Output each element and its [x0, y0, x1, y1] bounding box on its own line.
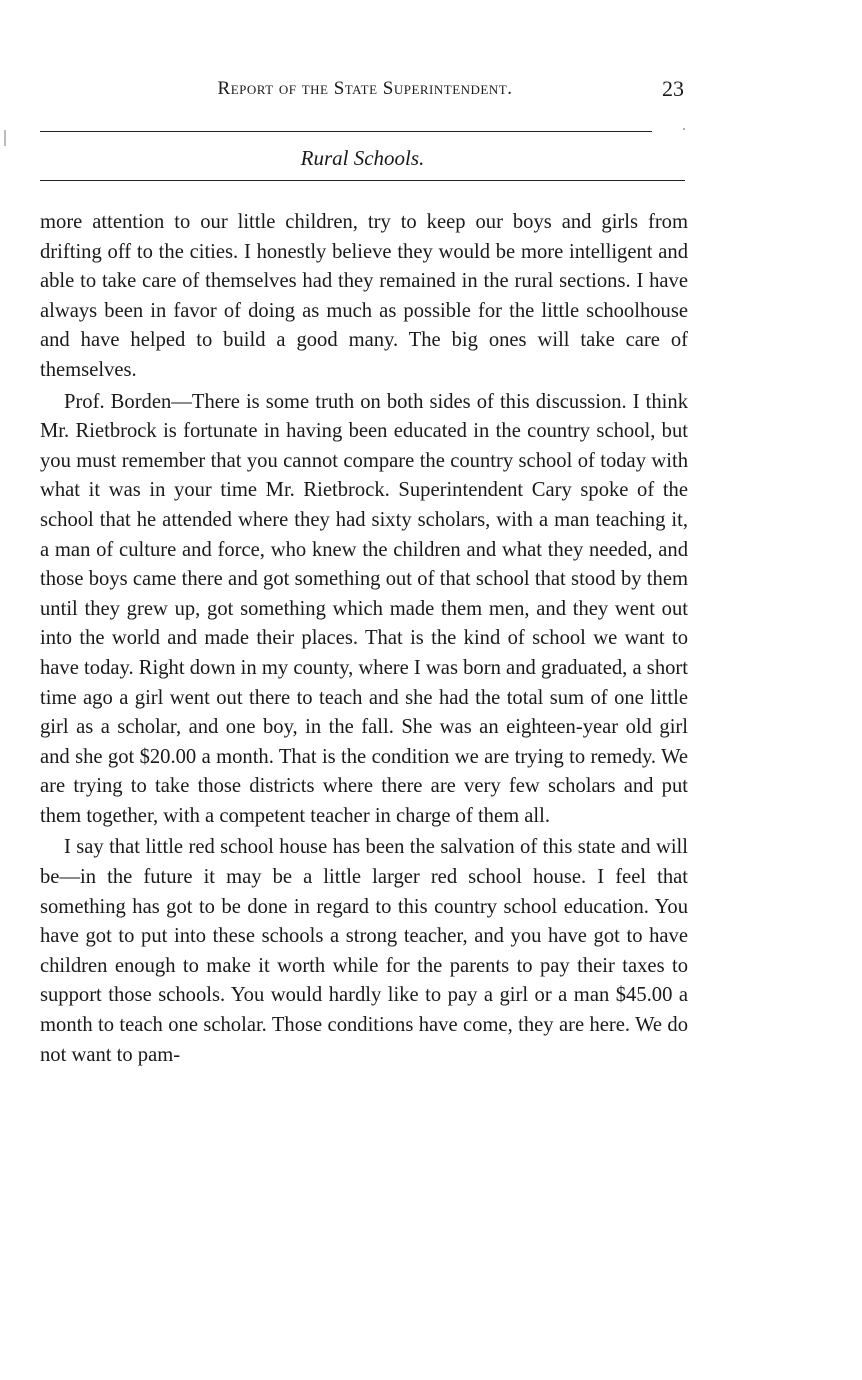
print-speck [683, 128, 685, 130]
margin-mark [4, 130, 6, 146]
paragraph-red-school-house: I say that little red school house has been the salvation of this state and will be—in the future it may be a little larger red school house. I feel that something has got to be done in regard to this country school education. You have got to put into these schools a strong teacher, and you have got to have children enough to make it worth while for the parents to pay their taxes to support those schools. You would hardly like to pay a girl or a man $45.00 a month to teach one scholar. Those conditions have come, they are here. We do not want to pam- [40, 836, 688, 1066]
header-rule-top [40, 131, 652, 132]
paragraph-continued: more attention to our little children, try to keep our boys and girls from drifting off to the cities. I honestly believe they would be more intelligent and able to take care of themselves had they remained in the rural sections. I have always been in favor of doing as much as possible for the little schoolhouse and have helped to build a good many. The big ones will take care of themselves. [40, 211, 688, 381]
body-text [40, 208, 688, 1070]
section-title: Rural Schools. [300, 146, 425, 170]
page-number: 23 [662, 76, 684, 101]
header-rule-bottom [40, 180, 685, 181]
running-header: Report of the State Superintendent. [217, 78, 513, 99]
paragraph-prof-borden: Prof. Borden—There is some truth on both sides of this discussion. I think Mr. Rietbrock is fortunate in having been educated in the country school, but you must remember that you cannot compare the country school of today with what it was in your time Mr. Rietbrock. Superintendent Cary spoke of the school that he attended where they had sixty scholars, with a man teaching it, a man of culture and force, who knew the children and what they needed, and those boys came there and got something out of that school that stood by them until they grew up, got something which made them men, and they went out into the world and made their places. That is the kind of school we want to have today. Right down in my county, where I was born and graduated, a short time ago a girl went out there to teach and she had the total sum of one little girl as a scholar, and one boy, in the fall. She was an eighteen-year old girl and she got $20.00 a month. That is the condition we are trying to remedy. We are trying to take those districts where there are very few scholars and put them together, with a competent teacher in charge of them all. [40, 390, 688, 827]
